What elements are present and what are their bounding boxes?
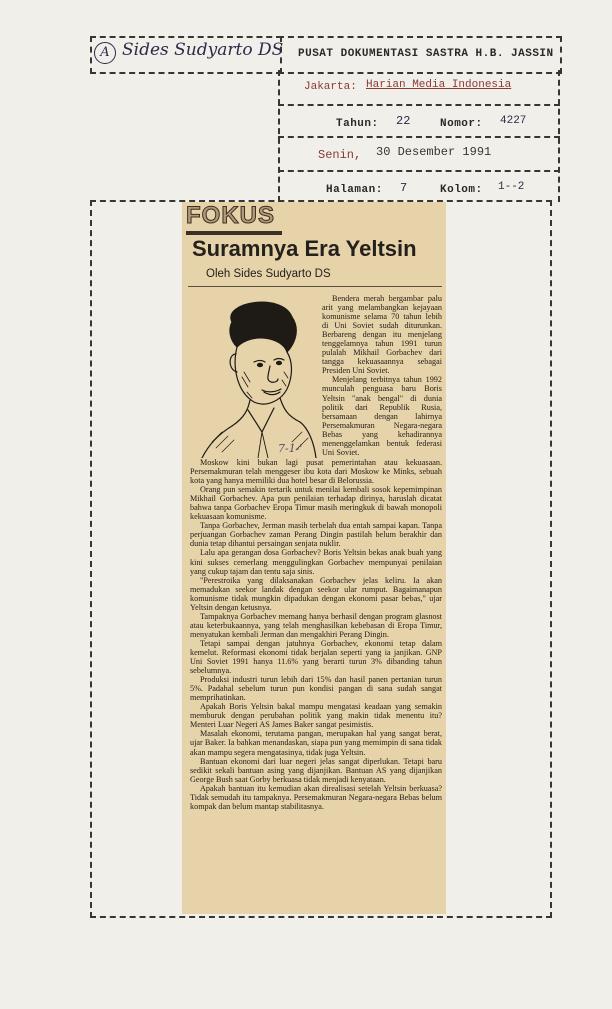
paragraph: Apakah bantuan itu kemudian akan direalisasi setelah Yeltsin berkuasa? Tidak semudah itu tampaknya. Persemakmuran Negara-negara Bebas belum kompak dan belum mantap stabilitasnya. <box>190 783 442 811</box>
paragraph: Produksi industri turun lebih dari 15% dan hasil panen pertanian turun 5%. Padahal sebelum turun pun kondisi pangan di sana sudah sangat memprihatinkan. <box>190 675 442 703</box>
kicker-underline <box>186 231 282 235</box>
paragraph: Apakah Boris Yeltsin bakal mampu mengatasi keadaan yang semakin memburuk dengan perubahan politik yang makin tidak menentu itu? Menteri Luar Negeri AS James Baker sangat pesimistis. <box>190 702 442 730</box>
header-divider <box>278 136 560 138</box>
paragraph: Lalu apa gerangan dosa Gorbachev? Boris Yeltsin bekas anak buah yang kini sukses cemerlang menggulingkan Gorbachev mempunyai penilaian yang cukup tajam dan tentu saja sinis. <box>190 548 442 576</box>
paragraph: Orang pun semakin tertarik untuk menilai kembali sosok kepemimpinan Mikhail Gorbachev. Apa pun penilaian terhadap dirinya, haruslah dicatat bahwa tanpa Gorbachev Eropa Timur masih meringkuk di bawah monopoli kekuasaan komunisme. <box>190 485 442 522</box>
tahun-value: 22 <box>396 114 411 128</box>
byline: Oleh Sides Sudyarto DS <box>206 268 331 280</box>
paragraph: Bendera merah bergambar palu arit yang melambangkan kejayaan komunisme selama 70 tahun lebih di Uni Soviet sudah diturunkan. Berbareng dengan itu menjelang tenggelamnya tahun 1991 turun pulalah Mikhail Gorbachev dari tangga kekuasaannya sebagai Presiden Uni Soviet. <box>322 294 442 376</box>
circled-letter: A <box>94 42 116 64</box>
headline: Suramnya Era Yeltsin <box>192 236 417 261</box>
day: Senin, <box>318 148 362 162</box>
paragraph: Tetapi sampai dengan jatuhnya Gorbachev, ekonomi tetap dalam kemelut. Reformasi ekonomi tidak berjalan seperti yang ia janjikan. GNP Uni Soviet 1991 hanya 11.6% yang berarti turun 3% dibanding tahun sebelumnya. <box>190 638 442 676</box>
kicker: FOKUS <box>186 202 275 229</box>
city-label: Jakarta: <box>304 81 357 93</box>
newspaper-clipping <box>182 202 446 914</box>
kolom-label: Kolom: <box>440 184 483 196</box>
paragraph: Moskow kini bukan lagi pusat pemerintahan atau kekuasaan. Persemakmuran telah menggeser ibu kota dari Moskow ke Minks, sebuah kota yang hanya memiliki dua hotel besar di Belorussia. <box>190 458 442 486</box>
date: 30 Desember 1991 <box>376 145 492 159</box>
portrait-note: 7-1-' <box>278 442 303 455</box>
newspaper-name: Harian Media Indonesia <box>366 79 512 91</box>
paragraph: Tanpa Gorbachev, Jerman masih terbelah dua entah sampai kapan. Tanpa perjuangan Gorbachev zaman Perang Dingin pastilah belum berakhir dan dunia tetap dihantui persaingan senjata nuklir. <box>190 521 442 549</box>
halaman-value: 7 <box>400 181 408 195</box>
paragraph: Bantuan ekonomi dari luar negeri jelas sangat diperlukan. Tetapi baru sedikit sekali bantuan asing yang dijanjikan. Bantuan AS yang dijanjikan George Bush saat Gorby berkuasa tidak menjadi kenyataan. <box>190 756 442 784</box>
article-column-full <box>190 458 442 811</box>
paragraph: Menjelang terbitnya tahun 1992 munculah penguasa baru Boris Yeltsin "anak bengal" di dunia politik dari Republik Rusia, bersamaan dengan lahirnya Persemakmuran Negara-negara Bebas yang kehadirannya menenggelamkan bentuk federasi Uni Soviet. <box>322 375 442 457</box>
institution-stamp: PUSAT DOKUMENTASI SASTRA H.B. JASSIN <box>298 48 554 60</box>
portrait-illustration <box>192 292 320 458</box>
paragraph: Tampaknya Gorbachev memang hanya berhasil dengan program glasnost atau keterbukaannya, yang telah menghasilkan kebebasan di Eropa Timur, menyatukan kembali Jerman dan mengakhiri Perang Dingin. <box>190 611 442 639</box>
kolom-value: 1--2 <box>498 181 525 193</box>
header-divider <box>278 170 560 172</box>
paragraph: Masalah ekonomi, terutama pangan, merupakan hal yang sangat berat, ujar Baker. Ia bahkan menandaskan, siapa pun yang memimpin di sana tidak akan mampu segera mengatasinya, tidak juga Yeltsin. <box>190 729 442 757</box>
nomor-value: 4227 <box>500 115 527 127</box>
header-divider <box>278 104 560 106</box>
halaman-label: Halaman: <box>326 184 383 196</box>
tahun-label: Tahun: <box>336 118 379 130</box>
handwritten-author: Sides Sudyarto DS <box>122 40 284 60</box>
headline-rule <box>188 286 442 287</box>
nomor-label: Nomor: <box>440 118 483 130</box>
article-column-right <box>322 294 442 457</box>
paragraph: "Perestroika yang dilaksanakan Gorbachev jelas keliru. Ia akan memadukan seekor landak dengan seekor ular rumput. Bagaimanapun komunisme tidak mungkin dipadukan dengan ekonomi pasar bebas," ujar Yeltsin dengan ketusnya. <box>190 575 442 612</box>
